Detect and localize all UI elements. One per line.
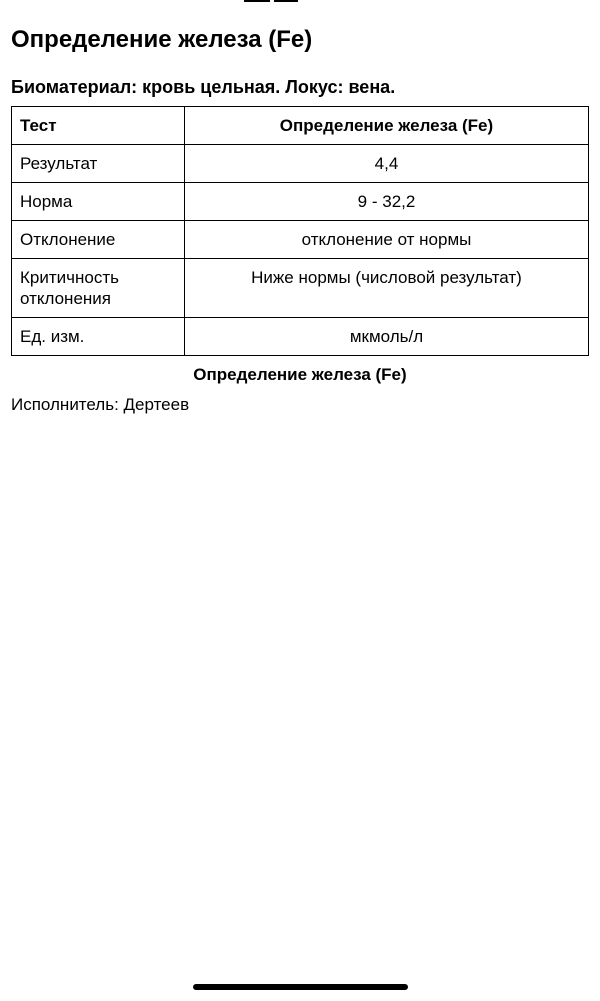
header-test-label: Тест [12,107,185,145]
table-row [12,145,589,183]
page-title: Определение железа (Fe) [11,26,313,53]
table-row [12,221,589,259]
row-label-unit: Ед. изм. [12,318,185,356]
row-label-deviation: Отклонение [12,221,185,259]
row-value-criticality: Ниже нормы (числовой результат) [185,259,589,318]
table-row [12,259,589,318]
table-header-row [12,107,589,145]
biomaterial-line: Биоматериал: кровь цельная. Локус: вена. [11,77,396,97]
row-value-result: 4,4 [185,145,589,183]
clipped-heading-remnant [238,0,328,2]
row-value-norm: 9 - 32,2 [185,183,589,221]
header-test-name: Определение железа (Fe) [185,107,589,145]
table-row [12,318,589,356]
row-value-deviation: отклонение от нормы [185,221,589,259]
row-label-result: Результат [12,145,185,183]
row-label-norm: Норма [12,183,185,221]
row-value-unit: мкмоль/л [185,318,589,356]
home-indicator[interactable] [193,984,408,990]
table-row [12,183,589,221]
row-label-criticality: Критичность отклонения [12,259,185,318]
table-caption: Определение железа (Fe) [193,365,407,384]
results-table [11,106,589,356]
executor-line: Исполнитель: Дертеев [11,395,190,414]
